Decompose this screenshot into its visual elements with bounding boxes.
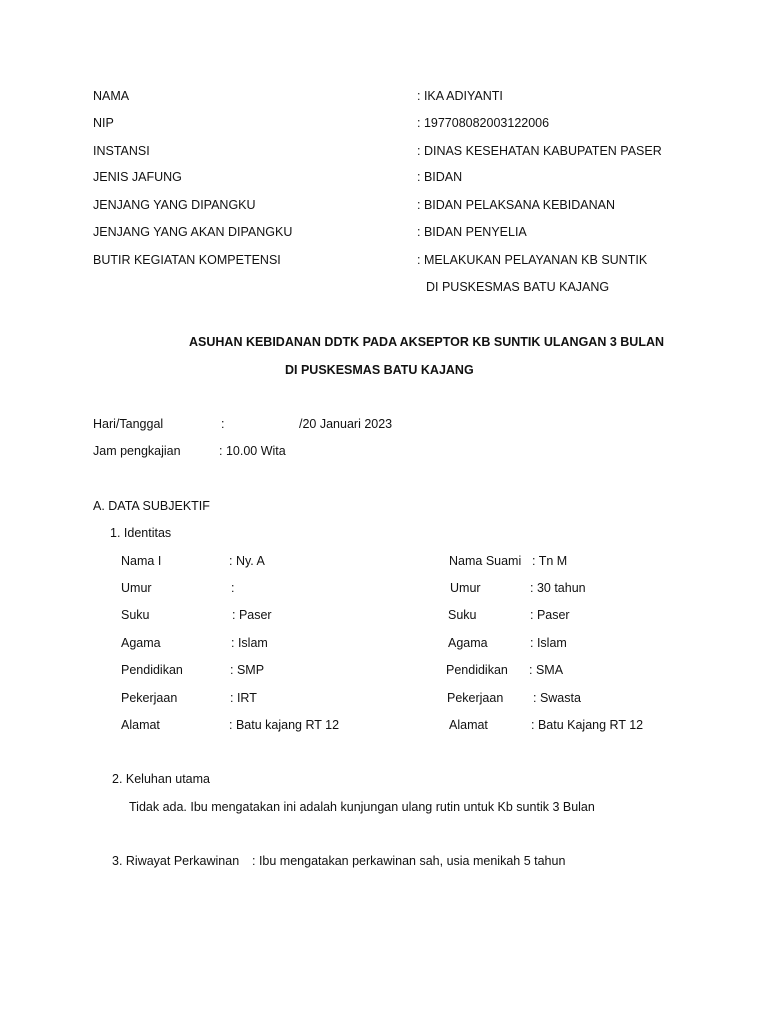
wife-alamat-label: Alamat: [121, 718, 160, 732]
wife-agama-label: Agama: [121, 636, 161, 650]
time-label: Jam pengkajian: [93, 444, 181, 458]
butir-value-cont: DI PUSKESMAS BATU KAJANG: [426, 280, 610, 294]
nama-label: NAMA: [93, 89, 130, 103]
wife-umur-value: :: [231, 581, 235, 595]
husband-suku-value: : Paser: [530, 608, 570, 622]
husband-alamat-label: Alamat: [449, 718, 488, 732]
wife-suku-value: : Paser: [232, 608, 272, 622]
butir-label: BUTIR KEGIATAN KOMPETENSI: [93, 253, 281, 267]
husband-alamat-value: : Batu Kajang RT 12: [531, 718, 644, 732]
wife-alamat-value: : Batu kajang RT 12: [229, 718, 340, 732]
keluhan-title: 2. Keluhan utama: [112, 772, 210, 786]
husband-pendidikan-label: Pendidikan: [446, 663, 508, 677]
date-colon: :: [221, 417, 225, 431]
section-a-title: A. DATA SUBJEKTIF: [93, 499, 210, 513]
wife-suku-label: Suku: [121, 608, 150, 622]
butir-value: : MELAKUKAN PELAYANAN KB SUNTIK: [417, 253, 648, 267]
husband-agama-value: : Islam: [530, 636, 567, 650]
husband-umur-label: Umur: [450, 581, 481, 595]
time-value: : 10.00 Wita: [219, 444, 286, 458]
jenjang-akan-label: JENJANG YANG AKAN DIPANGKU: [93, 225, 293, 239]
instansi-label: INSTANSI: [93, 144, 150, 158]
instansi-value: : DINAS KESEHATAN KABUPATEN PASER: [417, 144, 662, 158]
wife-nama-value: : Ny. A: [229, 554, 265, 568]
date-value: /20 Januari 2023: [299, 417, 393, 431]
wife-pekerjaan-value: : IRT: [230, 691, 257, 705]
jenjang-dipangku-label: JENJANG YANG DIPANGKU: [93, 198, 256, 212]
jenis-jafung-value: : BIDAN: [417, 170, 463, 184]
keluhan-text: Tidak ada. Ibu mengatakan ini adalah kunjungan ulang rutin untuk Kb suntik 3 Bulan: [129, 800, 595, 814]
wife-pekerjaan-label: Pekerjaan: [121, 691, 178, 705]
wife-nama-label: Nama I: [121, 554, 162, 568]
husband-pendidikan-value: : SMA: [529, 663, 564, 677]
wife-pendidikan-value: : SMP: [230, 663, 265, 677]
jenjang-akan-value: : BIDAN PENYELIA: [417, 225, 527, 239]
husband-nama-value: : Tn M: [532, 554, 568, 568]
wife-agama-value: : Islam: [231, 636, 268, 650]
nip-value: : 197708082003122006: [417, 116, 550, 130]
husband-umur-value: : 30 tahun: [530, 581, 586, 595]
jenjang-dipangku-value: : BIDAN PELAKSANA KEBIDANAN: [417, 198, 615, 212]
jenis-jafung-label: JENIS JAFUNG: [93, 170, 182, 184]
identitas-title: 1. Identitas: [110, 526, 172, 540]
husband-agama-label: Agama: [448, 636, 488, 650]
date-label: Hari/Tanggal: [93, 417, 164, 431]
husband-suku-label: Suku: [448, 608, 477, 622]
doc-title-line1: ASUHAN KEBIDANAN DDTK PADA AKSEPTOR KB SUNTIK ULANGAN 3 BULAN: [189, 335, 665, 349]
riwayat-label: 3. Riwayat Perkawinan: [112, 854, 240, 868]
doc-title-line2: DI PUSKESMAS BATU KAJANG: [285, 363, 474, 377]
husband-pekerjaan-label: Pekerjaan: [447, 691, 504, 705]
nama-value: : IKA ADIYANTI: [417, 89, 503, 103]
nip-label: NIP: [93, 116, 114, 130]
wife-umur-label: Umur: [121, 581, 152, 595]
riwayat-value: : Ibu mengatakan perkawinan sah, usia menikah 5 tahun: [252, 854, 566, 868]
wife-pendidikan-label: Pendidikan: [121, 663, 183, 677]
husband-pekerjaan-value: : Swasta: [533, 691, 581, 705]
husband-nama-label: Nama Suami: [449, 554, 522, 568]
